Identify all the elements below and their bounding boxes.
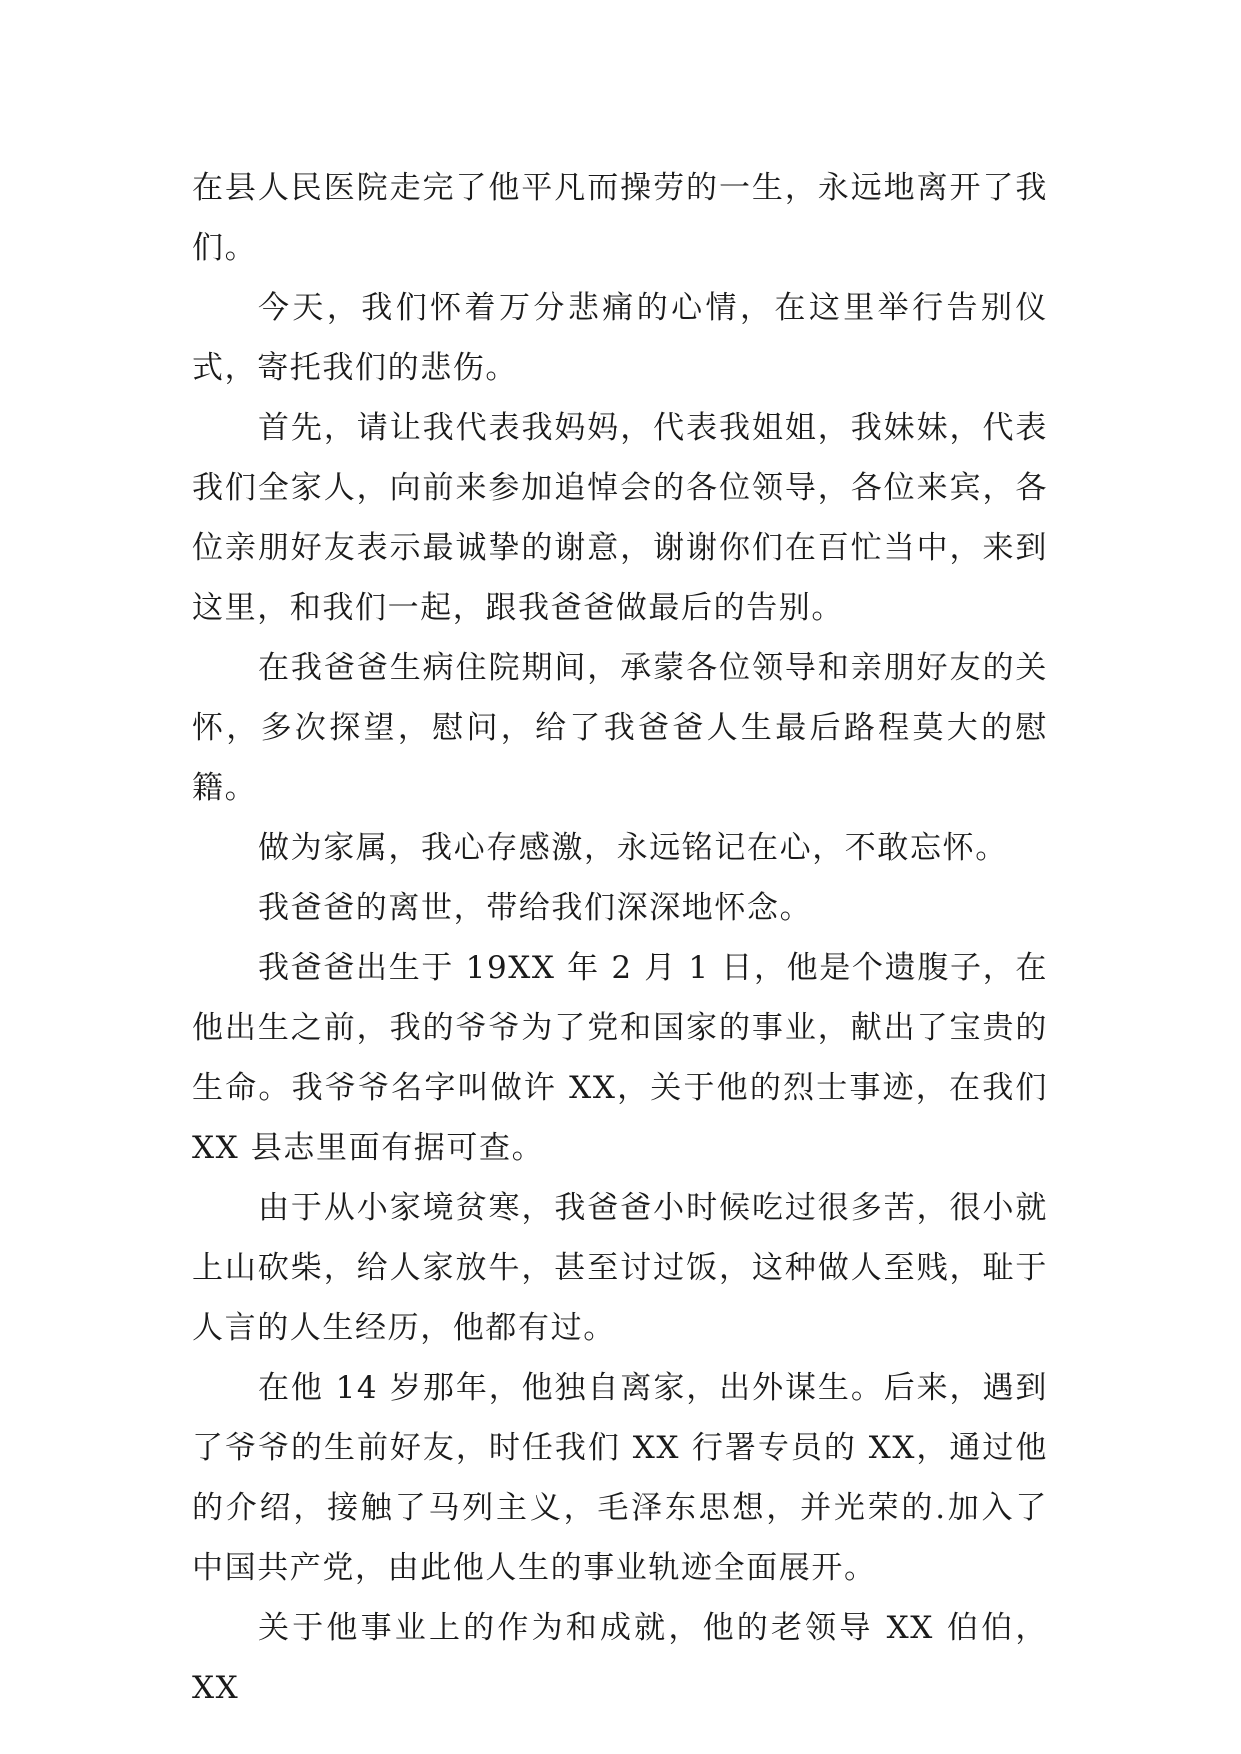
- paragraph-4: 在我爸爸生病住院期间，承蒙各位领导和亲朋好友的关怀，多次探望，慰问，给了我爸爸人生最后路程莫大的慰籍。: [192, 650, 1048, 806]
- paragraph-9: 在他 14 岁那年，他独自离家，出外谋生。后来，遇到了爷爷的生前好友，时任我们 XX 行署专员的 XX，通过他的介绍，接触了马列主义，毛泽东思想，并光荣的.加入了中国共产党，由此他人生的事业轨迹全面展开。: [192, 1370, 1048, 1586]
- paragraph-5: 做为家属，我心存感激，永远铭记在心，不敢忘怀。: [258, 830, 1008, 866]
- paragraph-8: 由于从小家境贫寒，我爸爸小时候吃过很多苦，很小就上山砍柴，给人家放牛，甚至讨过饭，这种做人至贱，耻于人言的人生经历，他都有过。: [192, 1190, 1048, 1346]
- paragraph-2: 今天，我们怀着万分悲痛的心情，在这里举行告别仪式，寄托我们的悲伤。: [192, 290, 1048, 386]
- paragraph-7: 我爸爸出生于 19XX 年 2 月 1 日，他是个遗腹子，在他出生之前，我的爷爷为了党和国家的事业，献出了宝贵的生命。我爷爷名字叫做许 XX，关于他的烈士事迹，在我们 XX 县志里面有据可查。: [192, 950, 1048, 1166]
- document-page: [192, 158, 1048, 1718]
- paragraph-6: 我爸爸的离世，带给我们深深地怀念。: [258, 890, 813, 926]
- paragraph-10: 关于他事业上的作为和成就，他的老领导 XX 伯伯，XX: [192, 1610, 1048, 1706]
- paragraph-1: 在县人民医院走完了他平凡而操劳的一生，永远地离开了我们。: [192, 170, 1048, 266]
- paragraph-3: 首先，请让我代表我妈妈，代表我姐姐，我妹妹，代表我们全家人，向前来参加追悼会的各位领导，各位来宾，各位亲朋好友表示最诚挚的谢意，谢谢你们在百忙当中，来到这里，和我们一起，跟我爸爸做最后的告别。: [192, 410, 1048, 626]
